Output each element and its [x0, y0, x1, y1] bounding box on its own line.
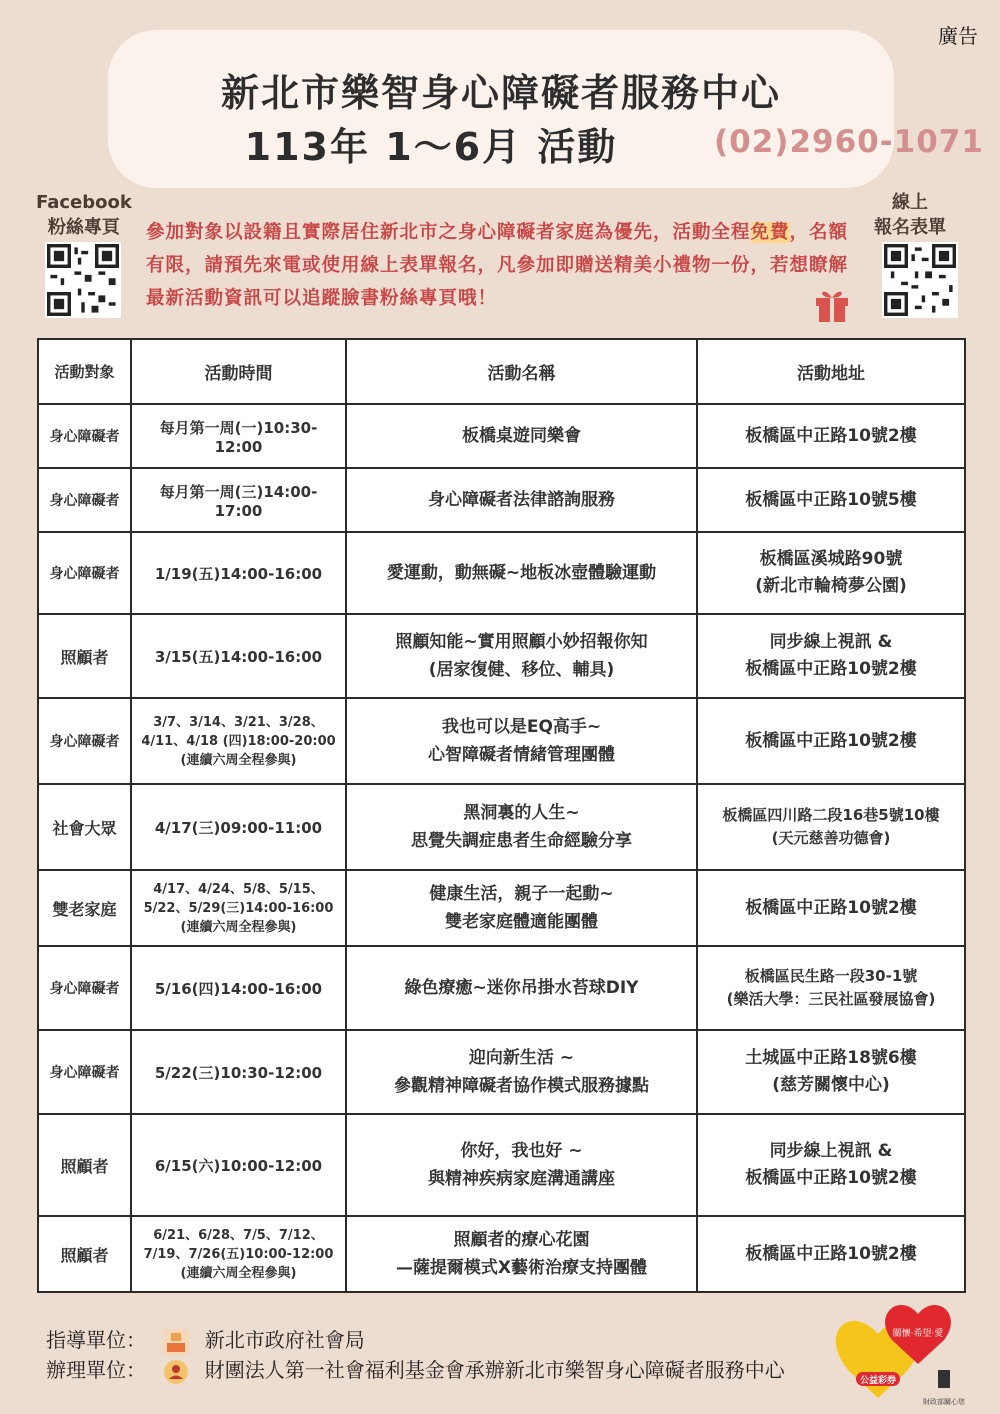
cell-activity-name [346, 946, 697, 1030]
cell-location-line: 板橋區中正路10號2樓 [745, 659, 917, 679]
foundation-logo [162, 1358, 190, 1386]
table-row [38, 870, 965, 946]
cell-audience: 雙老家庭 [38, 870, 131, 946]
cell-time [131, 614, 346, 698]
host-unit-label: 辦理單位： [46, 1358, 146, 1382]
cell-activity-name [346, 404, 697, 468]
table-row [38, 404, 965, 468]
cell-location [697, 946, 965, 1030]
cell-time [131, 468, 346, 532]
cell-time-line: 5/16(四)14:00-16:00 [154, 979, 323, 998]
cell-time-line: (連續六周全程參與) [180, 919, 297, 935]
cell-activity-name [346, 870, 697, 946]
cell-activity-name-line: 照顧知能~實用照顧小妙招報你知 [395, 632, 648, 652]
social-bureau-logo [162, 1328, 190, 1356]
cell-time [131, 1216, 346, 1292]
facebook-label-line1: Facebook [36, 192, 132, 213]
page-title: 新北市樂智身心障礙者服務中心 [220, 71, 781, 115]
header-name: 活動名稱 [346, 339, 697, 404]
header-location: 活動地址 [697, 339, 965, 404]
cell-audience: 身心障礙者 [38, 468, 131, 532]
cell-activity-name [346, 698, 697, 784]
cell-time-line: 6/15(六)10:00-12:00 [154, 1156, 323, 1175]
cell-time-line: 5/22(三)10:30-12:00 [154, 1063, 323, 1082]
cell-location-line: (樂活大學：三民社區發展協會) [726, 990, 936, 1008]
guide-unit-label: 指導單位： [46, 1328, 146, 1352]
ad-label: 廣告 [938, 24, 978, 48]
lottery-heart-text: 關懷‧希望‧愛 [892, 1329, 944, 1339]
cell-time [131, 870, 346, 946]
notice-highlight-free: 免費 [750, 222, 790, 243]
cell-time-line: 3/15(五)14:00-16:00 [154, 647, 323, 666]
table-row [38, 946, 965, 1030]
cell-audience: 照顧者 [38, 1216, 131, 1292]
table-row [38, 468, 965, 532]
qr-code-icon [884, 244, 956, 316]
cell-location [697, 614, 965, 698]
cell-activity-name-line: 照顧者的療心花園 [453, 1230, 590, 1250]
cell-activity-name-line: 愛運動，動無礙~地板冰壺體驗運動 [386, 563, 657, 583]
cell-time-line: 4/17、4/24、5/8、5/15、 [153, 881, 324, 897]
notice-text [146, 216, 858, 315]
facebook-label-line2: 粉絲專頁 [47, 217, 120, 238]
table-row [38, 784, 965, 870]
cell-location [697, 1030, 965, 1114]
table-row [38, 1030, 965, 1114]
cell-location [697, 404, 965, 468]
cell-time-line: 每月第一周(三)14:00-17:00 [159, 482, 318, 520]
cell-location-line: 板橋區中正路10號2樓 [745, 730, 917, 751]
cell-time-line: 5/22、5/29(三)14:00-16:00 [143, 900, 334, 916]
cell-location [697, 870, 965, 946]
cell-time [131, 404, 346, 468]
cell-time-line: 每月第一周(一)10:30-12:00 [159, 418, 318, 456]
gift-icon [814, 284, 850, 324]
cell-activity-name-line: 你好，我也好 ~ [460, 1141, 583, 1161]
cell-audience: 身心障礙者 [38, 1030, 131, 1114]
cell-activity-name-line: 思覺失調症患者生命經驗分享 [411, 831, 632, 851]
qr-code-icon [47, 244, 119, 316]
table-row [38, 698, 965, 784]
cell-activity-name-line: 板橋桌遊同樂會 [462, 426, 581, 446]
cell-location [697, 1216, 965, 1292]
cell-activity-name-line: 雙老家庭體適能團體 [445, 912, 598, 932]
signup-label-line2: 報名表單 [874, 217, 946, 238]
cell-location [697, 784, 965, 870]
notice-part1: 參加對象以設籍且實際居住新北市之身心障礙者家庭為優先，活動全程 [146, 222, 751, 243]
cell-audience: 身心障礙者 [38, 404, 131, 468]
cell-activity-name-line: 參觀精神障礙者協作模式服務據點 [394, 1076, 649, 1096]
header-time: 活動時間 [131, 339, 346, 404]
guide-unit [46, 1324, 365, 1356]
cell-location-line: (新北市輪椅夢公園) [755, 576, 907, 596]
table-row [38, 1216, 965, 1292]
facebook-qr-code[interactable] [45, 242, 121, 318]
cell-audience: 身心障礙者 [38, 946, 131, 1030]
table-header-row [38, 339, 965, 404]
table-row [38, 532, 965, 614]
header-card [108, 30, 894, 188]
cell-audience: 社會大眾 [38, 784, 131, 870]
cell-activity-name-line: 我也可以是EQ高手~ [441, 717, 602, 737]
cell-location [697, 468, 965, 532]
guide-unit-value: 新北市政府社會局 [204, 1328, 365, 1352]
cell-activity-name-line: 與精神疾病家庭溝通講座 [428, 1169, 615, 1189]
cell-time [131, 946, 346, 1030]
cell-location-line: 板橋區中正路10號5樓 [745, 489, 917, 510]
cell-activity-name-line: 健康生活，親子一起動~ [429, 884, 614, 904]
table-row [38, 614, 965, 698]
cell-location-line: 同步線上視訊 & [769, 1141, 893, 1161]
cell-time-line: 6/21、6/28、7/5、7/12、 [153, 1227, 324, 1243]
cell-audience: 照顧者 [38, 1114, 131, 1216]
cell-time-line: (連續六周全程參與) [180, 752, 297, 768]
cell-activity-name [346, 1030, 697, 1114]
facebook-label [36, 190, 132, 240]
cell-location-line: 板橋區中正路10號2樓 [745, 1168, 917, 1188]
cell-activity-name-line: 身心障礙者法律諮詢服務 [428, 490, 615, 510]
cell-time-line: 4/17(三)09:00-11:00 [154, 818, 323, 837]
cell-location [697, 1114, 965, 1216]
cell-location [697, 532, 965, 614]
cell-time-line: 7/19、7/26(五)10:00-12:00 [143, 1246, 334, 1262]
cell-location-line: 板橋區中正路10號2樓 [745, 425, 917, 446]
cell-time [131, 784, 346, 870]
notice-part2: ，名額有限，請預先來電或使用線上表單報名，凡參加即贈送精美小禮物一份，若想瞭解最新活動資訊可以追蹤臉書粉絲專頁哦！ [146, 222, 849, 309]
cell-location-line: 土城區中正路18號6樓 [745, 1048, 917, 1068]
signup-label-line1: 線上 [892, 192, 928, 213]
cell-location-line: 板橋區溪城路90號 [759, 549, 903, 569]
cell-time-line: 3/7、3/14、3/21、3/28、 [153, 714, 324, 730]
cell-audience: 身心障礙者 [38, 698, 131, 784]
cell-time-line: 1/19(五)14:00-16:00 [154, 564, 323, 583]
activity-table [37, 338, 966, 1293]
cell-time [131, 698, 346, 784]
cell-audience: 身心障礙者 [38, 532, 131, 614]
signup-label [874, 190, 946, 240]
cell-audience: 照顧者 [38, 614, 131, 698]
cell-activity-name-line: —薩提爾模式X藝術治療支持團體 [395, 1258, 648, 1278]
cell-location-line: 板橋區民生路一段30-1號 [744, 967, 918, 985]
cell-location-line: 板橋區中正路10號2樓 [745, 897, 917, 918]
cell-activity-name [346, 1114, 697, 1216]
header-audience: 活動對象 [38, 339, 131, 404]
cell-activity-name [346, 784, 697, 870]
signup-qr-code[interactable] [882, 242, 958, 318]
table-row [38, 1114, 965, 1216]
cell-activity-name-line: 綠色療癒~迷你吊掛水苔球DIY [404, 978, 639, 998]
phone-number[interactable]: (02)2960-1071 [714, 124, 984, 160]
host-unit [46, 1354, 785, 1386]
page-subtitle: 113年 1～6月 活動 [244, 125, 618, 169]
cell-location-line: 板橋區四川路二段16巷5號10樓 [722, 806, 940, 824]
cell-activity-name-line: 黑洞裏的人生~ [463, 803, 580, 823]
cell-location-line: 同步線上視訊 & [769, 632, 893, 652]
lottery-badge-text: 公益彩券 [859, 1376, 897, 1386]
cell-activity-name-line: 心智障礙者情緒管理團體 [428, 745, 615, 765]
cell-time [131, 532, 346, 614]
cell-location-line: 板橋區中正路10號2樓 [745, 1243, 917, 1264]
host-unit-value: 財團法人第一社會福利基金會承辦新北市樂智身心障礙者服務中心 [204, 1358, 785, 1382]
cell-time [131, 1114, 346, 1216]
cell-activity-name [346, 468, 697, 532]
cell-time [131, 1030, 346, 1114]
cell-activity-name [346, 614, 697, 698]
cell-activity-name [346, 532, 697, 614]
public-lottery-logo [820, 1294, 970, 1409]
cell-location-line: (天元慈善功德會) [771, 829, 891, 847]
cell-time-line: 4/11、4/18 (四)18:00-20:00 [141, 733, 336, 749]
cell-time-line: (連續六周全程參與) [180, 1265, 297, 1281]
cell-activity-name-line: 迎向新生活 ~ [468, 1048, 575, 1068]
cell-location-line: (慈芳關懷中心) [772, 1075, 890, 1095]
ministry-text: 財政部關心您 [923, 1398, 965, 1406]
cell-activity-name-line: (居家復健、移位、輔具) [428, 660, 615, 680]
cell-activity-name [346, 1216, 697, 1292]
cell-location [697, 698, 965, 784]
